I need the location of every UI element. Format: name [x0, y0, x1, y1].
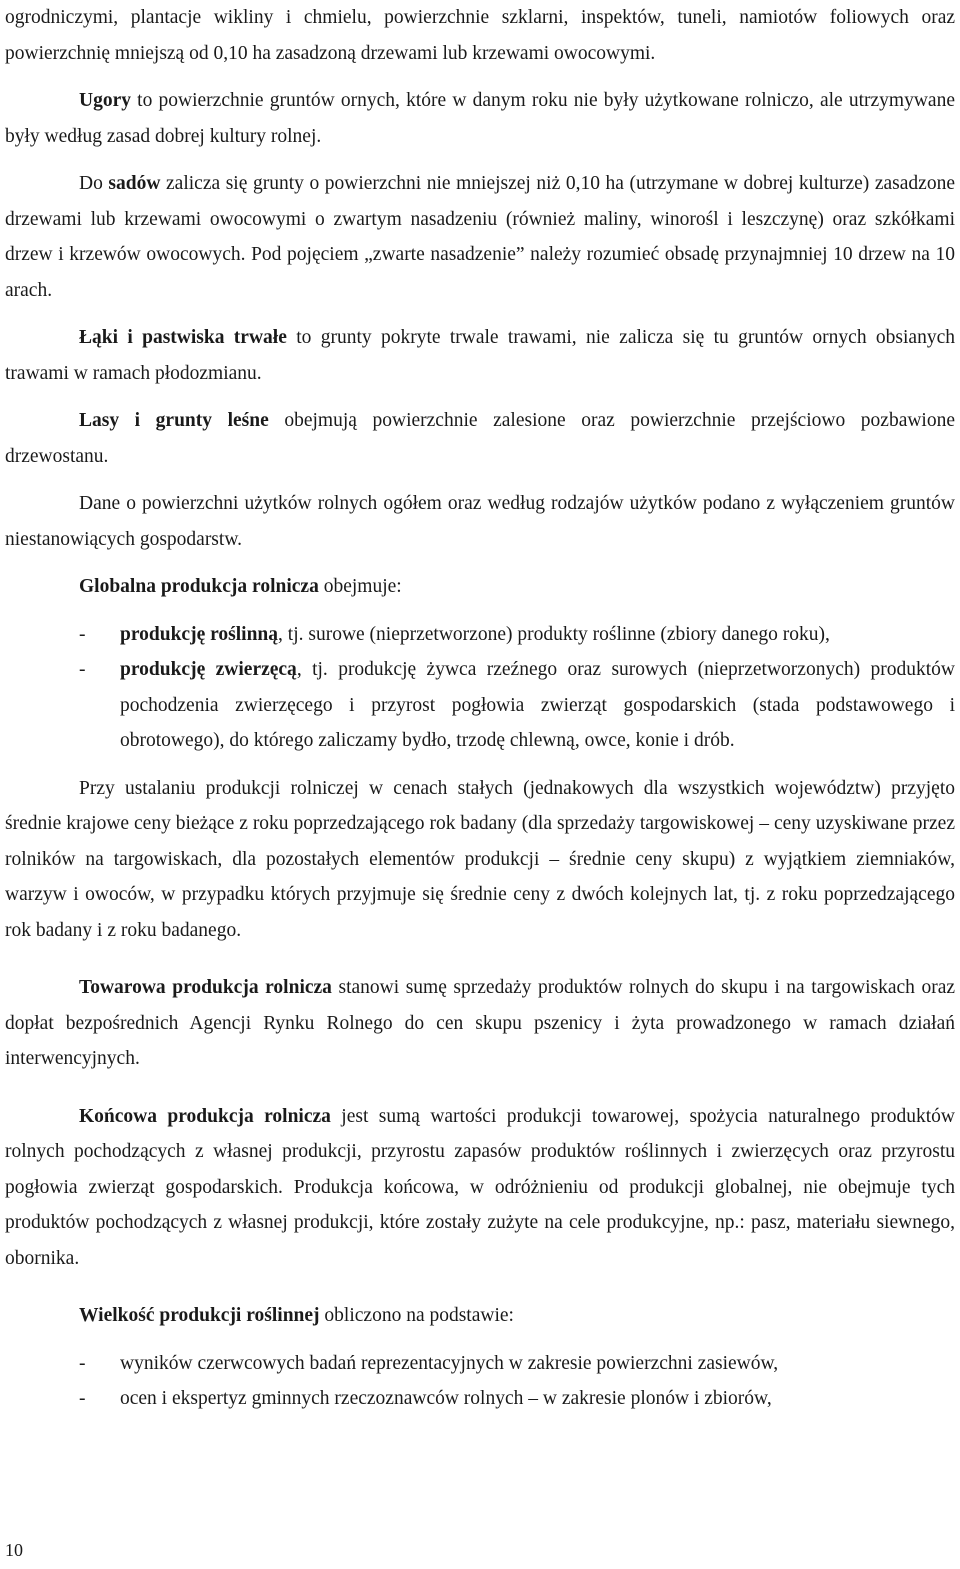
term-ugory: Ugory [79, 90, 131, 111]
term-koncowa: Końcowa produkcja rolnicza [79, 1105, 331, 1127]
dash-bullet: - [79, 623, 86, 645]
paragraph-wielkosc [5, 1298, 955, 1334]
paragraph-koncowa [5, 1099, 955, 1277]
list-podstawa [5, 1346, 955, 1417]
paragraph-text: Do [79, 173, 109, 194]
list-produkcja [5, 617, 955, 759]
paragraph-lasy [5, 403, 955, 474]
dash-bullet: - [79, 659, 86, 680]
paragraph-text: obliczono na podstawie: [319, 1305, 514, 1326]
dash-bullet: - [79, 1352, 86, 1374]
paragraph-text: stanowi sumę sprzedaży produktów rolnych do skupu i na targowiskach oraz dopłat bezpośrednich Agencji Rynku Rolnego do cen skupu pszenicy i żyta prowadzonego w ramach działań interwencyjnych. [5, 977, 955, 1069]
paragraph-text: obejmują powierzchnie zalesione oraz powierzchnie przejściowo pozbawione drzewostanu. [5, 410, 955, 467]
list-item [5, 652, 955, 759]
term-towarowa: Towarowa produkcja rolnicza [79, 977, 332, 998]
paragraph-continuation [5, 0, 955, 71]
paragraph-sady [5, 166, 955, 308]
paragraph-dane [5, 486, 955, 557]
paragraph-text: obejmuje: [318, 576, 402, 597]
paragraph-towarowa [5, 970, 955, 1077]
term-roslinna: produkcję roślinną [120, 623, 279, 645]
paragraph-text: ogrodniczymi, plantacje wikliny i chmielu, powierzchnie szklarni, inspektów, tuneli, namiotów foliowych oraz powierzchnię mniejszą od 0,10 ha zasadzoną drzewami lub krzewami owocowymi. [5, 7, 955, 64]
document-page [5, 0, 955, 1417]
paragraph-text: Dane o powierzchni użytków rolnych ogółem oraz według rodzajów użytków podano z wyłączeniem gruntów niestanowiących gospodarstw. [5, 493, 955, 550]
paragraph-ceny [5, 771, 955, 949]
list-item-text: , tj. surowe (nieprzetworzone) produkty roślinne (zbiory danego roku), [278, 623, 830, 645]
paragraph-ugory [5, 83, 955, 154]
page-number: 10 [5, 1540, 23, 1560]
list-item [5, 1381, 955, 1417]
term-globalna: Globalna produkcja rolnicza [79, 576, 319, 597]
list-item-text: wyników czerwcowych badań reprezentacyjnych w zakresie powierzchni zasiewów, [120, 1352, 779, 1374]
paragraph-text: to grunty pokryte trwale trawami, nie zalicza się tu gruntów ornych obsianych trawami w ramach płodozmianu. [5, 327, 955, 384]
paragraph-laki [5, 320, 955, 391]
list-item-text: ocen i ekspertyz gminnych rzeczoznawców rolnych – w zakresie plonów i zbiorów, [120, 1388, 772, 1409]
term-wielkosc: Wielkość produkcji roślinnej [79, 1305, 320, 1326]
paragraph-text: Przy ustalaniu produkcji rolniczej w cenach stałych (jednakowych dla wszystkich województw) przyjęto średnie krajowe ceny bieżące z roku poprzedzającego rok badany (dla sprzedaży targowiskowej – ceny uzyskiwane przez rolników na targowiskach, dla pozostałych elementów produkcji – średnie ceny skupu) z wyjątkiem ziemniaków, warzyw i owoców, w przypadku których przyjmuje się średnie ceny z dwóch kolejnych lat, tj. z roku poprzedzającego rok badany i z roku badanego. [5, 777, 955, 941]
paragraph-globalna [5, 569, 955, 605]
paragraph-text: jest sumą wartości produkcji towarowej, spożycia naturalnego produktów rolnych pochodzących z własnej produkcji, przyrostu zapasów produktów roślinnych i zwierzęcych oraz przyrostu pogłowia zwierząt gospodarskich. Produkcja końcowa, w odróżnieniu od produkcji globalnej, nie obejmuje tych produktów pochodzących z własnej produkcji, które zostały zużyte na cele produkcyjne, np.: pasz, materiału siewnego, obornika. [5, 1105, 955, 1269]
term-lasy: Lasy i grunty leśne [79, 410, 269, 431]
dash-bullet: - [79, 1388, 86, 1409]
term-zwierzeca: produkcję zwierzęcą [120, 659, 297, 680]
paragraph-text: zalicza się grunty o powierzchni nie mniejszej niż 0,10 ha (utrzymane w dobrej kulturze) zasadzone drzewami lub krzewami owocowymi o zwartym nasadzeniu (również maliny, winorośl i leszczynę) oraz szkółkami drzew i krzewów owocowych. Pod pojęciem „zwarte nasadzenie” należy rozumieć obsadę przynajmniej 10 drzew na 10 arach. [5, 173, 955, 301]
list-item-text: , tj. produkcję żywca rzeźnego oraz surowych (nieprzetworzonych) produktów pochodzenia zwierzęcego i przyrost pogłowia zwierząt gospodarskich (stada podstawowego i obrotowego), do którego zaliczamy bydło, trzodę chlewną, owce, konie i drób. [120, 659, 955, 751]
list-item [5, 617, 955, 653]
paragraph-text: to powierzchnie gruntów ornych, które w danym roku nie były użytkowane rolniczo, ale utrzymywane były według zasad dobrej kultury rolnej. [5, 90, 955, 147]
term-sady: sadów [108, 173, 161, 194]
list-item [5, 1346, 955, 1382]
term-laki: Łąki i pastwiska trwałe [79, 327, 287, 348]
